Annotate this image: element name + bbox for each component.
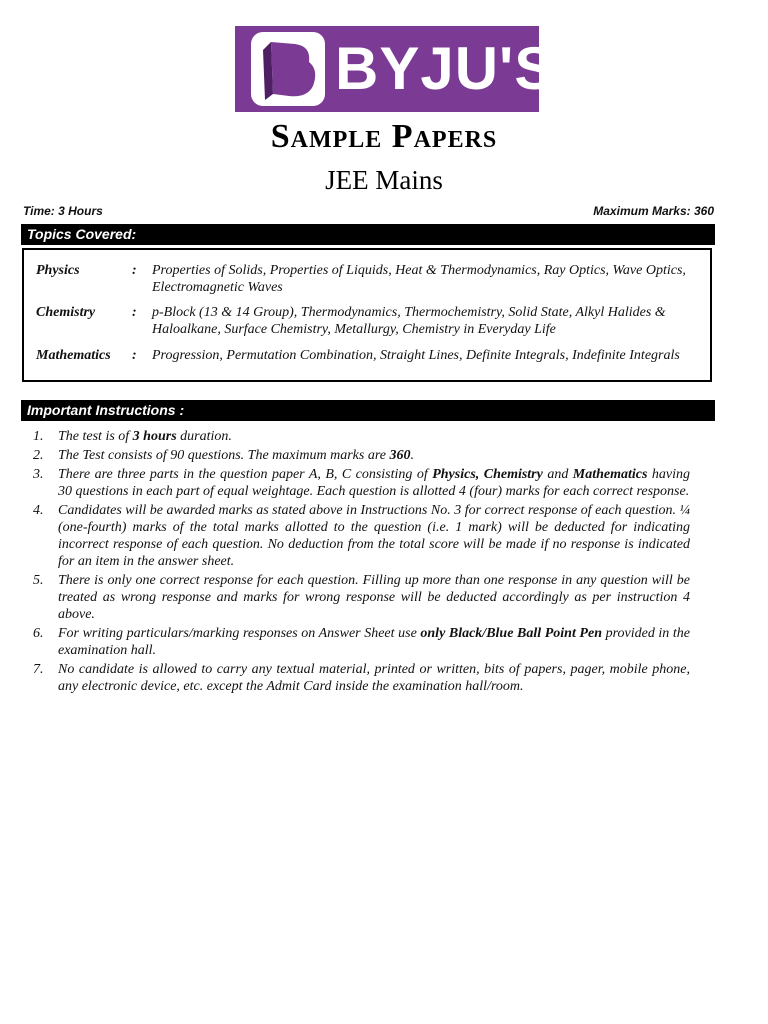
instruction-number: 6. [33, 626, 44, 641]
instruction-emphasis: Mathematics [572, 467, 648, 482]
maximum-marks: Maximum Marks: 360 [593, 204, 714, 218]
instruction-emphasis: 360 [389, 448, 411, 463]
topic-subject: Physics [36, 263, 80, 278]
instruction-emphasis: only Black/Blue Ball Point Pen [420, 626, 602, 641]
instruction-text: . [410, 448, 414, 463]
page-subtitle: JEE Mains [325, 165, 443, 195]
instruction-text: The test is of [58, 429, 133, 444]
instruction-text: and [542, 467, 573, 482]
topic-colon: : [132, 348, 137, 363]
instructions-heading: Important Instructions : [21, 400, 715, 421]
instruction-text: duration. [176, 429, 232, 444]
instruction-text: No candidate is allowed to carry any textual material, printed or written, bits of papers, pager, mobile phone, any electronic device, etc. except the Admit Card inside the examination hall/room. [58, 662, 690, 694]
instruction-text: There is only one correct response for each question. Filling up more than one response in any question will be treated as wrong response and marks for wrong response will be deducted accordingly as per instruction 4 above. [58, 573, 690, 622]
instruction-emphasis: Physics, Chemistry [432, 467, 543, 482]
instruction-text: provided in the examination hall. [58, 626, 690, 658]
instruction-number: 2. [33, 448, 44, 463]
topic-description: p-Block (13 & 14 Group), Thermodynamics, Thermochemistry, Solid State, Alkyl Halides & Haloalkane, Surface Chemistry, Metallurgy, Chemistry in Everyday Life [152, 305, 666, 337]
instruction-item [33, 572, 690, 623]
instruction-item [33, 447, 690, 464]
instruction-number: 1. [33, 429, 44, 444]
topic-subject: Chemistry [36, 305, 96, 320]
instruction-emphasis: 3 hours [132, 429, 177, 444]
instruction-text: There are three parts in the question paper A, B, C consisting of [58, 467, 433, 482]
page-title: Sample Papers [270, 118, 498, 155]
topic-subject: Mathematics [36, 348, 111, 363]
instruction-number: 4. [33, 503, 44, 518]
exam-time: Time: 3 Hours [23, 204, 103, 218]
topic-description: Properties of Solids, Properties of Liquids, Heat & Thermodynamics, Ray Optics, Wave Optics, Electromagnetic Waves [152, 263, 686, 295]
instruction-text: For writing particulars/marking responses on Answer Sheet use [58, 626, 421, 641]
instruction-item [33, 466, 691, 500]
instruction-text: The Test consists of 90 questions. The maximum marks are [58, 448, 390, 463]
topic-description: Progression, Permutation Combination, Straight Lines, Definite Integrals, Indefinite Integrals [152, 348, 680, 363]
byjus-b-logo-icon [249, 30, 327, 108]
instruction-text: Candidates will be awarded marks as stated above in Instructions No. 3 for correct response of each question. ¼ (one-fourth) marks of the total marks allotted to the question (i.e. 1 mark) will be deducted for indicating incorrect response of each question. No deduction from the total score will be made if no response is indicated for an item in the answer sheet. [58, 503, 690, 569]
instruction-text: having 30 questions in each part of equal weightage. Each question is allotted 4 (four) marks for each correct response. [58, 467, 691, 499]
logo-text: BYJU'S [335, 35, 556, 102]
instruction-number: 3. [33, 467, 44, 482]
instruction-number: 7. [33, 662, 44, 677]
instruction-number: 5. [33, 573, 44, 588]
instruction-item [33, 661, 690, 695]
topic-colon: : [132, 263, 137, 278]
instruction-item [33, 428, 690, 445]
instruction-item [33, 502, 690, 570]
instructions-list [33, 428, 691, 697]
topic-colon: : [132, 305, 137, 320]
topics-heading: Topics Covered: [21, 224, 715, 245]
byjus-logo [235, 26, 556, 112]
instruction-item [33, 625, 690, 659]
topics-box [22, 248, 712, 382]
